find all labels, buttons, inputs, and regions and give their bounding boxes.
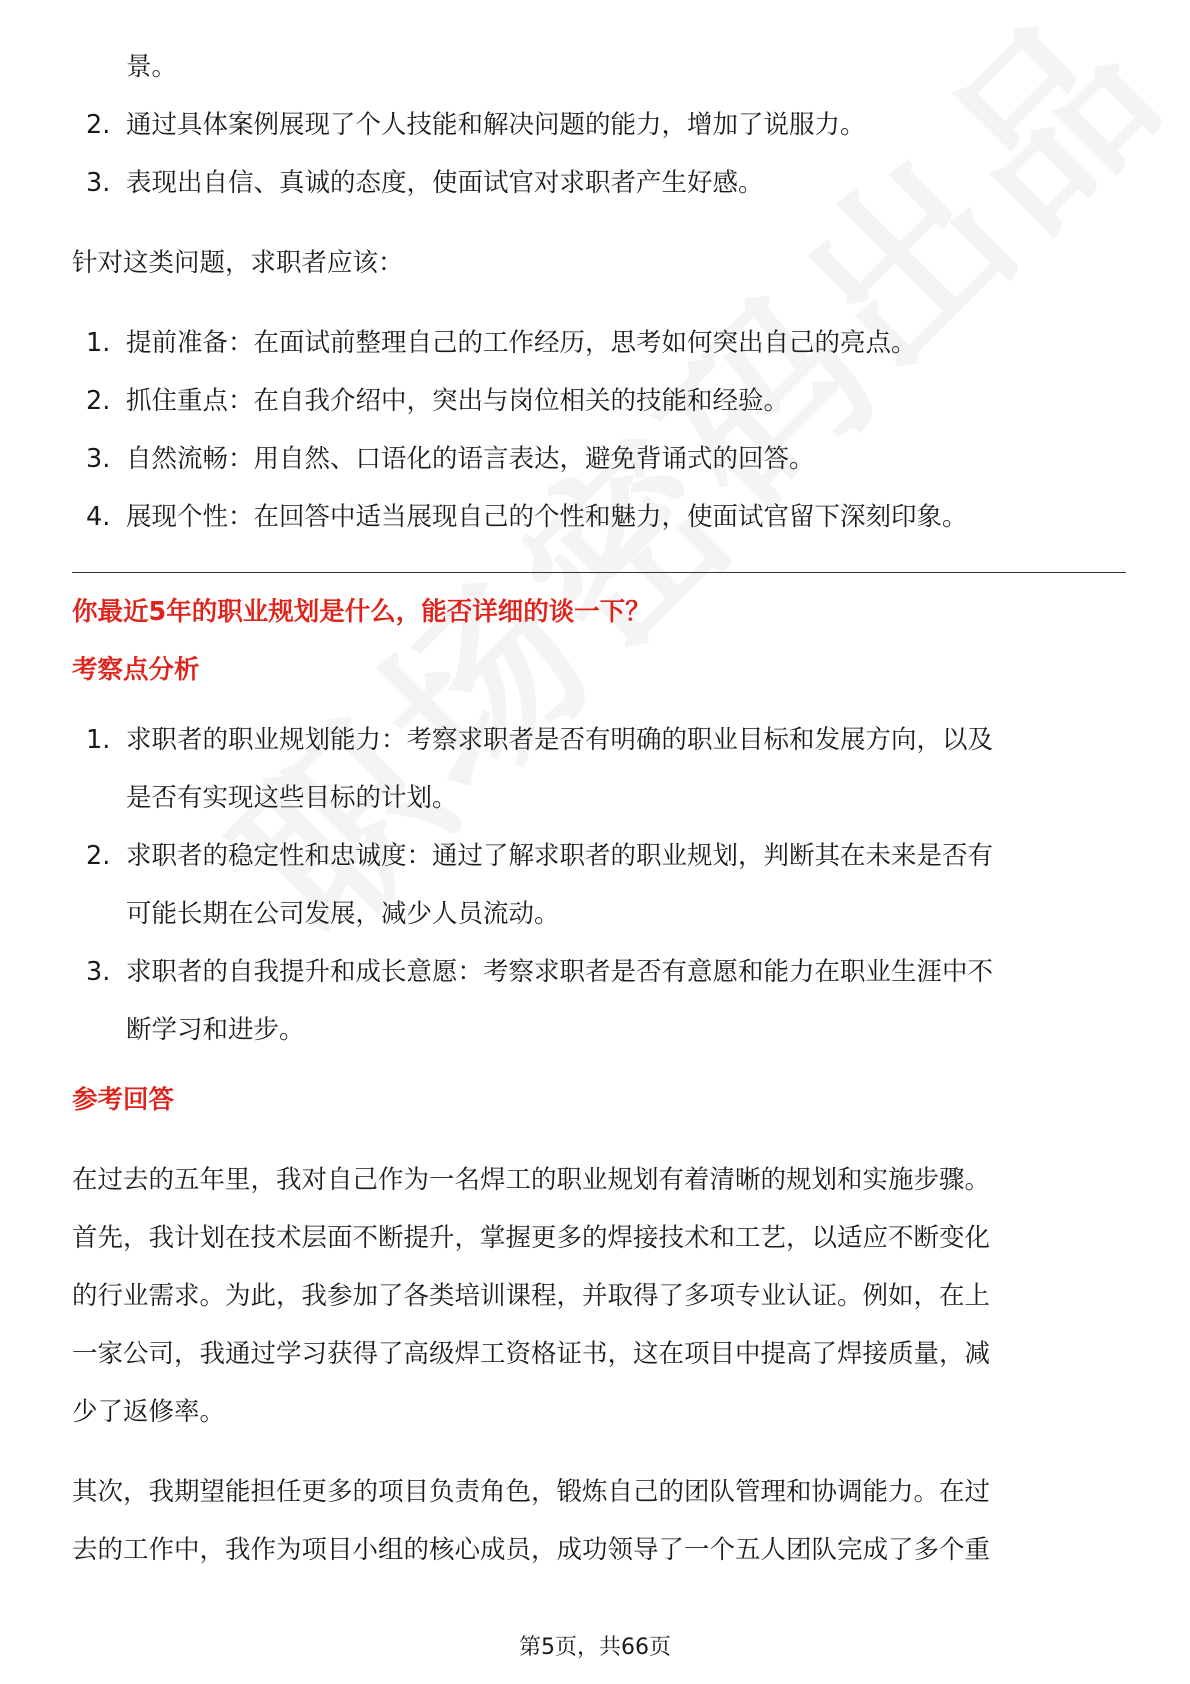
- list-number: 2.: [86, 110, 111, 140]
- analysis-list: [72, 711, 1122, 1059]
- list-item: [72, 154, 1122, 212]
- answer-heading: 参考回答: [72, 1085, 175, 1115]
- paragraph-line: 少了返修率。: [72, 1397, 226, 1427]
- list-text: 提前准备：在面试前整理自己的工作经历，思考如何突出自己的亮点。: [126, 328, 917, 358]
- paragraph-line: 去的工作中，我作为项目小组的核心成员，成功领导了一个五人团队完成了多个重: [72, 1535, 991, 1565]
- list-text-line: 可能长期在公司发展，减少人员流动。: [126, 899, 560, 929]
- list-item: [72, 827, 1122, 943]
- paragraph-line: 的行业需求。为此，我参加了各类培训课程，并取得了多项专业认证。例如，在上: [72, 1281, 991, 1311]
- advantages-list: [72, 96, 1122, 212]
- list-number: 4.: [86, 502, 111, 532]
- list-item: [72, 372, 1122, 430]
- list-number: 2.: [86, 841, 111, 871]
- list-item: [72, 430, 1122, 488]
- answer-paragraph-1: [72, 1151, 1122, 1441]
- list-item: [72, 943, 1122, 1059]
- tips-list: [72, 314, 1122, 546]
- list-text-line: 求职者的稳定性和忠诚度：通过了解求职者的职业规划，判断其在未来是否有: [126, 841, 994, 871]
- list-item: [72, 314, 1122, 372]
- list-number: 3.: [86, 957, 111, 987]
- list-number: 1.: [86, 328, 111, 358]
- list-text-line: 求职者的职业规划能力：考察求职者是否有明确的职业目标和发展方向，以及: [126, 725, 994, 755]
- paragraph-line: 一家公司，我通过学习获得了高级焊工资格证书，这在项目中提高了焊接质量，减: [72, 1339, 991, 1369]
- list-text-line: 是否有实现这些目标的计划。: [126, 783, 458, 813]
- list-number: 3.: [86, 168, 111, 198]
- list-item: [72, 96, 1122, 154]
- list-text: 通过具体案例展现了个人技能和解决问题的能力，增加了说服力。: [126, 110, 866, 140]
- list-text-line: 求职者的自我提升和成长意愿：考察求职者是否有意愿和能力在职业生涯中不: [126, 957, 994, 987]
- list-item: [72, 711, 1122, 827]
- intro-paragraph: 针对这类问题，求职者应该：: [72, 248, 404, 278]
- list-text-line: 断学习和进步。: [126, 1015, 305, 1045]
- list-item: [72, 488, 1122, 546]
- paragraph-line: 首先，我计划在技术层面不断提升，掌握更多的焊接技术和工艺，以适应不断变化: [72, 1223, 991, 1253]
- list-text: 展现个性：在回答中适当展现自己的个性和魅力，使面试官留下深刻印象。: [126, 502, 968, 532]
- list-number: 3.: [86, 444, 111, 474]
- continuation-text: 景。: [126, 52, 178, 82]
- paragraph-line: 其次，我期望能担任更多的项目负责角色，锻炼自己的团队管理和协调能力。在过: [72, 1477, 991, 1507]
- list-text: 自然流畅：用自然、口语化的语言表达，避免背诵式的回答。: [126, 444, 815, 474]
- list-text: 表现出自信、真诚的态度，使面试官对求职者产生好感。: [126, 168, 764, 198]
- page-content: [72, 38, 1122, 1579]
- list-text: 抓住重点：在自我介绍中，突出与岗位相关的技能和经验。: [126, 386, 790, 416]
- list-number: 2.: [86, 386, 111, 416]
- question-heading: 你最近5年的职业规划是什么，能否详细的谈一下？: [72, 597, 651, 627]
- answer-paragraph-2: [72, 1463, 1122, 1579]
- analysis-heading: 考察点分析: [72, 655, 200, 685]
- page-number: 第5页，共66页: [519, 1635, 671, 1660]
- list-number: 1.: [86, 725, 111, 755]
- paragraph-line: 在过去的五年里，我对自己作为一名焊工的职业规划有着清晰的规划和实施步骤。: [72, 1165, 991, 1195]
